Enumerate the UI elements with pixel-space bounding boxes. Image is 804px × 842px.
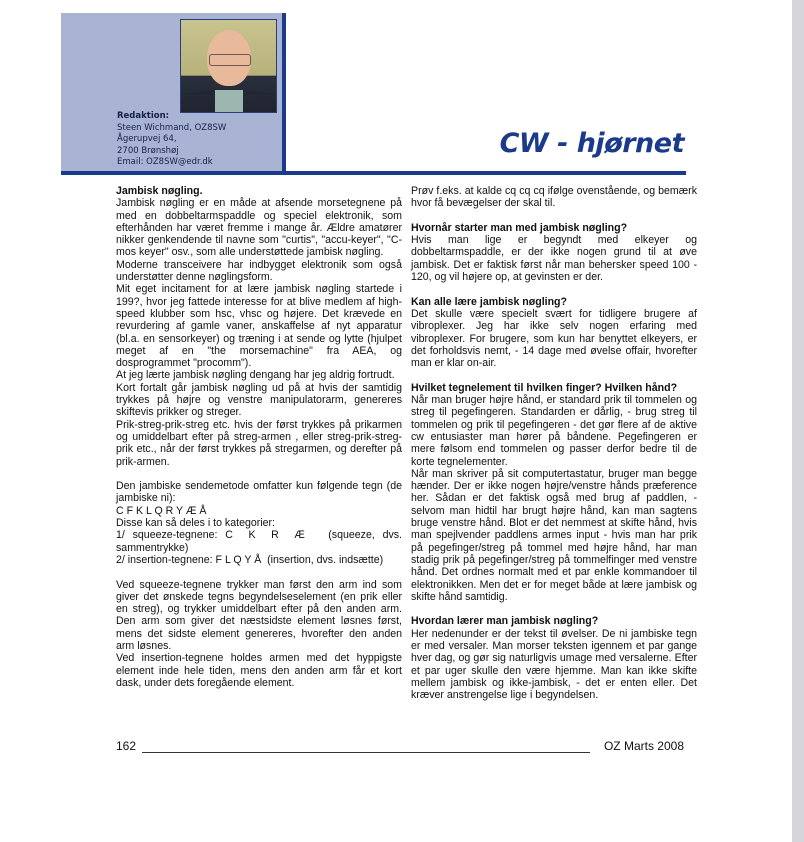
page-footer — [116, 739, 684, 755]
editor-label: Redaktion: — [117, 111, 170, 121]
editor-photo — [180, 19, 277, 113]
paragraph: Kort fortalt går jambisk nøgling ud på at hvis der samtidig trykkes på højre og venstre manipulatorarm, genereres skiftevis prikker og streger. — [116, 381, 402, 419]
paragraph: Det skulle være specielt svært for tidligere brugere af vibroplexer. Jeg har ikke selv nogen erfaring med vibroplexer. For brugere, som kun har benyttet elkeyers, er det forholdsvis nemt, - 14 dage med øvelse offair, hvorefter man er klar on-air. — [411, 307, 697, 370]
editor-street: Ågerupvej 64, — [117, 134, 177, 144]
paragraph: Mit eget incitament for at lære jambisk nøgling startede i 199?, hvor jeg fattede interesse for at blive medlem af high-speed klubber som hsc, vhsc og højere. Det krævede en revurdering af gamle vaner, anskaffelse af nyt apparatur (bl.a. en sensorkeyer) og træning i at sende og lytte (hjulpet meget af en "the morsemachine" fra AEA, og dosprogrammet "procomm"). — [116, 283, 402, 370]
jambic-characters: C F K L Q R Y Æ Å — [116, 504, 207, 517]
article-column-right — [411, 185, 697, 701]
paragraph: Prøv f.eks. at kalde cq cq cq ifølge ovenstående, og bemærk hvor få bevægelser der skal til. — [411, 185, 697, 210]
editor-email: Email: OZ8SW@edr.dk — [117, 157, 213, 167]
paragraph: Den jambiske sendemetode omfatter kun følgende tegn (de jambiske ni): — [116, 480, 402, 505]
paragraph: At jeg lærte jambisk nøgling dengang har jeg aldrig fortrudt. — [116, 369, 395, 382]
spacer — [411, 210, 697, 222]
category-squeeze: 1/ squeeze-tegnene: C K R Æ (squeeze, dvs. sammentrykke) — [116, 529, 405, 554]
editor-contact — [117, 111, 282, 169]
category-insertion: 2/ insertion-tegnene: F L Q Y Å (insertion, dvs. indsætte) — [116, 553, 384, 566]
paragraph: Prik-streg-prik-streg etc. hvis der først trykkes på prikarmen og umiddelbart efter på streg-armen , eller streg-prik-streg-prik etc., når der først trykkes på stregarmen, og derefter på prik-armen. — [116, 418, 402, 468]
paragraph: Hvis man lige er begyndt med elkeyer og dobbeltarmspaddle, er der ikke nogen grund til at øve jambisk. Det er faktisk først når man behersker speed 100 - 120, og vil højere op, at gevinsten er der. — [411, 234, 697, 284]
paragraph: Når man bruger højre hånd, er standard prik til tommelen og streg til pegefingeren. Standarden er dårlig, - brug streg til tommelen og prik til pegefingeren - det gør flere af de aktive cw entusiaster man hører på båndene. Pegefingeren er mere følsom end tommelen og passer derfor bedre til de korte tegnelementer. — [411, 394, 697, 468]
section-heading: Hvordan lærer man jambisk nøgling? — [411, 615, 599, 628]
footer-rule — [142, 752, 590, 753]
page-title: CW - hjørnet — [499, 128, 684, 159]
section-heading: Kan alle lære jambisk nøgling? — [411, 295, 567, 308]
editor-city: 2700 Brønshøj — [117, 145, 179, 156]
spacer — [411, 283, 697, 295]
spacer — [411, 603, 697, 615]
page-number: 162 — [116, 739, 137, 753]
section-heading: Hvilket tegnelement til hvilken finger? Hvilken hånd? — [411, 381, 678, 394]
paragraph: Ved squeeze-tegnene trykker man først den arm ind som giver det ønskede tegns begyndelseselement (en prik eller en streg), og trykker umiddelbart efter på den anden arm. Den arm som giver det næstsidste element løsnes først, mens det sidste element genereres, hvorefter den anden arm løsnes. — [116, 578, 402, 652]
spacer — [116, 468, 402, 480]
paragraph: Jambisk nøgling er en måde at afsende morsetegnene på med en dobbeltarmspaddle og speciel elektronik, som efterhånden har været fremme i mange år. Ældre amatører nikker genkendende til navne som "curtis", "accu-keyer", "C-mos keyer" osv., som alle understøttede jambisk nøgling. — [116, 197, 402, 259]
spacer — [116, 566, 402, 578]
issue-label: OZ Marts 2008 — [603, 739, 684, 753]
paragraph: Disse kan så deles i to kategorier: — [116, 517, 275, 530]
spacer — [411, 369, 697, 381]
photo-glasses — [209, 54, 251, 66]
paragraph: Ved insertion-tegnene holdes armen med det hyppigste element inde hele tiden, mens den anden arm får et kort dask, under dets foregående element. — [116, 652, 402, 689]
photo-shirt — [215, 90, 243, 112]
article-column-left — [116, 185, 405, 689]
section-heading: Jambisk nøgling. — [116, 185, 203, 197]
paragraph: Her nedenunder er der tekst til øvelser. De ni jambiske tegn er med versaler. Man morser teksten igennem et par gange hver dag, og gør sig naturligvis umage med versalerne. Efter et par uger skulle den være hjemme. Man kan ikke skifte mellem jambisk og ikke-jambisk, - det er enten eller. Det kræver anstrengelse lige i begyndelsen. — [411, 627, 697, 702]
header-divider-vertical — [282, 13, 286, 175]
header-divider-horizontal — [61, 171, 686, 175]
paragraph: Når man skriver på sit computertastatur, bruger man begge hænder. Der er ikke nogen højre/venstre hånds præference her. Sådan er det faktisk også med brug af paddlen, - selvom man hidtil har brugt højre hånd, kan man sagtens bruge venstre hånd. Blot er det nemmest at skifte hånd, hvis man spejlvender paddlens armes input - hvis man har prik på pegefinger/streg på tommel med højre hånd, har man stadig prik på pegefinger/streg på tommelfinger med venstre hånd. Det ordnes normalt med et par enkle kommandoer til elektronikken. Men det er for meget både at lære jambisk og skifte hånd samtidig. — [411, 467, 697, 603]
section-heading: Hvornår starter man med jambisk nøgling? — [411, 221, 628, 234]
scrollbar-track[interactable] — [792, 0, 804, 842]
editor-name: Steen Wichmand, OZ8SW — [117, 122, 227, 133]
paragraph: Moderne transceivere har indbygget elektronik som også understøtter denne nøglingsform. — [116, 258, 402, 284]
